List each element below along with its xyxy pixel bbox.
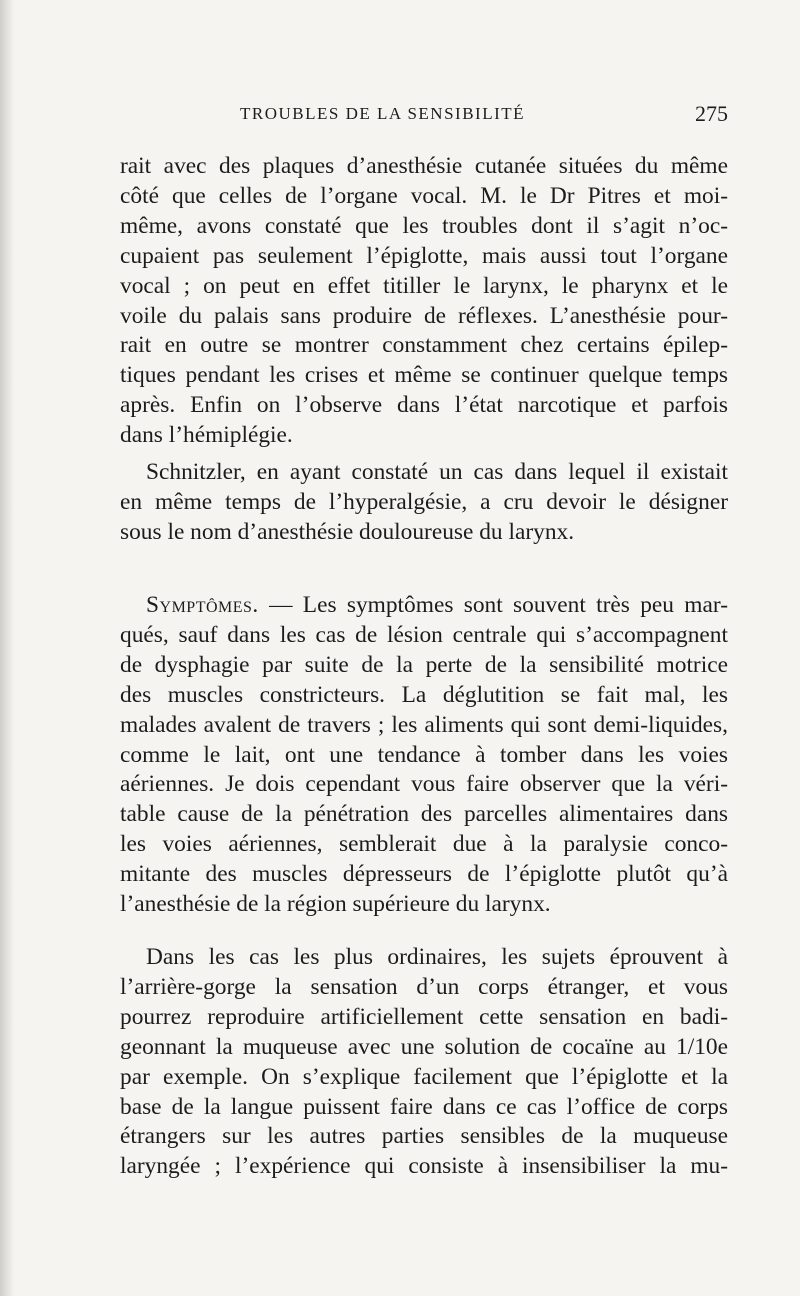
paragraph-3 <box>120 591 728 920</box>
text-line <box>120 591 728 621</box>
text-line: rait avec des plaques d’anesthésie cutanée situées du même <box>120 153 728 179</box>
text-line: par exemple. On s’explique facilement que l’épiglotte et la <box>120 1063 728 1090</box>
text-line: laryngée ; l’expérience qui consiste à insensibiliser la mu- <box>120 1153 728 1180</box>
text-line: mitante des muscles dépresseurs de l’épiglotte plutôt qu’à <box>120 861 728 888</box>
page-header <box>120 101 728 133</box>
text-line: même, avons constaté que les troubles dont il s’agit n’oc- <box>120 212 728 239</box>
text-line: Dans les cas les plus ordinaires, les sujets éprouvent à <box>146 944 728 970</box>
text-line: aériennes. Je dois cependant vous faire observer que la véri- <box>120 771 728 798</box>
text-line: table cause de la pénétration des parcelles alimentaires dans <box>120 801 728 828</box>
text-line: voile du palais sans produire de réflexes. L’anesthésie pour- <box>120 302 728 329</box>
text-line: geonnant la muqueuse avec une solution de cocaïne au 1/10e <box>120 1033 728 1060</box>
text-line: dans l’hémiplégie. <box>120 422 293 449</box>
text-line: les voies aériennes, semblerait due à la paralysie conco- <box>120 831 728 858</box>
text-line: comme le lait, ont une tendance à tomber dans les voies <box>120 741 728 768</box>
text-line: qués, sauf dans les cas de lésion centrale qui s’accompagnent <box>120 621 728 648</box>
paragraph-1 <box>120 152 728 451</box>
text-line: étrangers sur les autres parties sensibles de la muqueuse <box>120 1123 728 1150</box>
text-line: malades avalent de travers ; les aliments qui sont demi-liquides, <box>120 711 728 738</box>
text-line: l’anesthésie de la région supérieure du larynx. <box>120 891 551 918</box>
text-line: l’arrière-gorge la sensation d’un corps étranger, et vous <box>120 973 728 1000</box>
paragraph-2 <box>120 458 728 548</box>
text-line-rest: — Les symptômes sont souvent très peu mar- <box>258 592 728 618</box>
page-binding-shadow <box>0 0 14 1296</box>
text-line: cupaient pas seulement l’épiglotte, mais aussi tout l’organe <box>120 242 728 269</box>
text-line: Schnitzler, en ayant constaté un cas dans lequel il existait <box>146 459 728 485</box>
text-line: côté que celles de l’organe vocal. M. le Dr Pitres et moi- <box>120 182 728 209</box>
text-line: base de la langue puissent faire dans ce cas l’office de corps <box>120 1093 728 1120</box>
text-line: après. Enfin on l’observe dans l’état narcotique et parfois <box>120 392 728 419</box>
text-line: vocal ; on peut en effet titiller le larynx, le pharynx et le <box>120 272 728 299</box>
text-line: pourrez reproduire artificiellement cette sensation en badi- <box>120 1003 728 1030</box>
section-heading-symptomes: Symptômes. <box>146 592 259 618</box>
page-number: 275 <box>695 101 728 126</box>
paragraph-4 <box>120 943 728 1182</box>
text-line: sous le nom d’anesthésie douloureuse du larynx. <box>120 518 575 545</box>
text-line: en même temps de l’hyperalgésie, a cru devoir le désigner <box>120 488 728 515</box>
text-line: tiques pendant les crises et même se continuer quelque temps <box>120 362 728 389</box>
running-title: TROUBLES DE LA SENSIBILITÉ <box>240 104 526 123</box>
text-line: rait en outre se montrer constamment chez certains épilep- <box>120 332 728 359</box>
text-line: de dysphagie par suite de la perte de la sensibilité motrice <box>120 651 728 678</box>
text-line: des muscles constricteurs. La déglutition se fait mal, les <box>120 681 728 708</box>
